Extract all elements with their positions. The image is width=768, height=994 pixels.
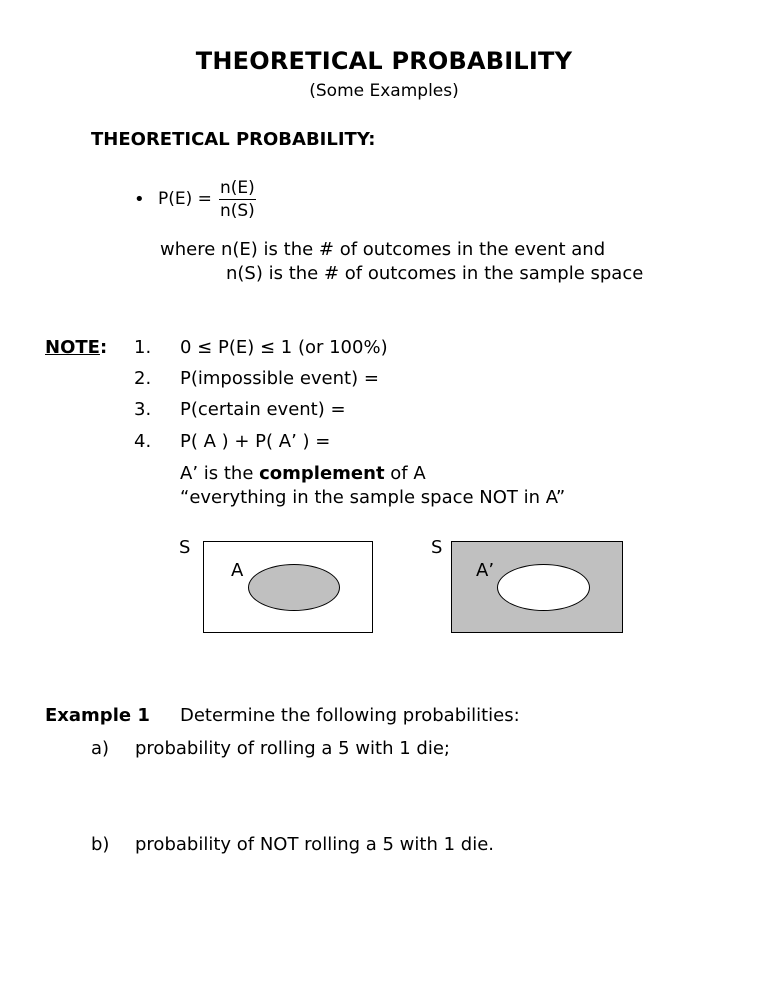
example-instruction: Determine the following probabilities:	[180, 705, 520, 726]
venn-left-set-a	[248, 564, 340, 611]
note-label-wrap	[45, 337, 107, 358]
venn-right-set-a	[497, 564, 590, 611]
note-item-2-text: P(impossible event) =	[180, 368, 379, 389]
page-subtitle: (Some Examples)	[309, 81, 459, 101]
complement-post: of A	[384, 463, 426, 484]
note-item-3-text: P(certain event) =	[180, 399, 346, 420]
note-colon: :	[99, 337, 108, 358]
example-part-a-text: probability of rolling a 5 with 1 die;	[135, 738, 450, 759]
complement-word: complement	[259, 463, 385, 484]
note-label: NOTE	[45, 337, 100, 358]
venn-right-space-label: S	[431, 537, 443, 558]
complement-definition	[180, 463, 426, 484]
example-label: Example 1	[45, 705, 150, 726]
note-item-1-num: 1.	[134, 337, 152, 358]
note-item-4-text: P( A ) + P( A’ ) =	[180, 431, 331, 452]
formula-fraction	[219, 177, 256, 222]
formula-bullet: •	[134, 189, 145, 210]
formula-where-line2: n(S) is the # of outcomes in the sample space	[226, 263, 644, 284]
formula-where-line1: where n(E) is the # of outcomes in the event and	[160, 239, 606, 260]
formula-denominator: n(S)	[219, 201, 255, 221]
venn-right-set-label: A’	[476, 560, 495, 581]
venn-left-space-label: S	[179, 537, 191, 558]
venn-left-set-label: A	[231, 560, 244, 581]
example-part-b-letter: b)	[91, 834, 110, 855]
note-item-3-num: 3.	[134, 399, 152, 420]
page-title: THEORETICAL PROBABILITY	[195, 47, 573, 75]
formula-lhs: P(E) =	[158, 189, 212, 209]
example-part-b-text: probability of NOT rolling a 5 with 1 die.	[135, 834, 494, 855]
note-item-2-num: 2.	[134, 368, 152, 389]
note-item-4-num: 4.	[134, 431, 152, 452]
section-heading: THEORETICAL PROBABILITY:	[91, 129, 376, 150]
example-part-a-letter: a)	[91, 738, 110, 759]
note-item-1-text: 0 ≤ P(E) ≤ 1 (or 100%)	[180, 337, 388, 358]
formula-numerator: n(E)	[220, 178, 255, 198]
complement-quote: “everything in the sample space NOT in A”	[180, 487, 566, 508]
complement-pre: A’ is the	[180, 463, 260, 484]
